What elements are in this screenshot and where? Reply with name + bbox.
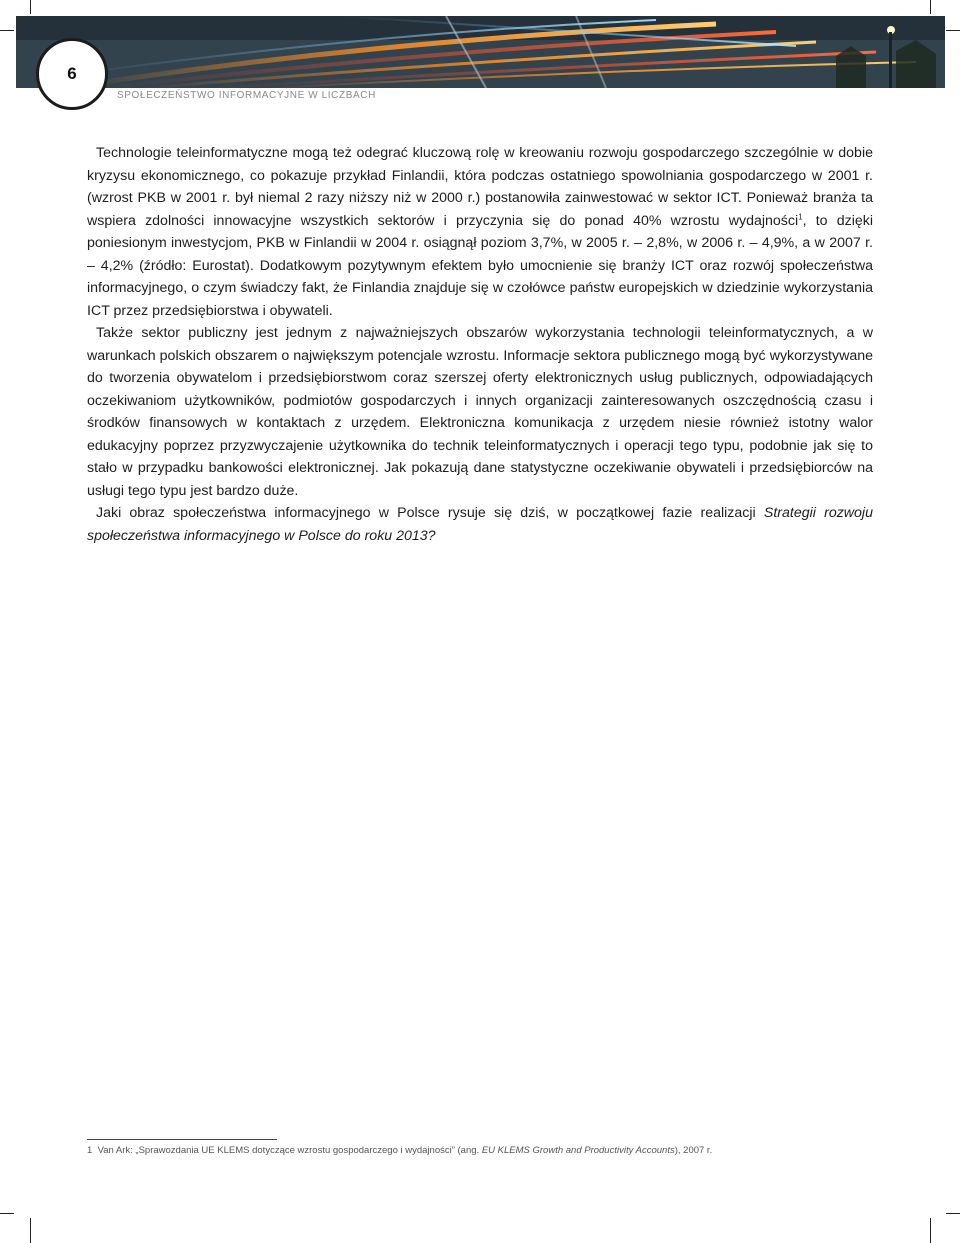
footnote: 1 Van Ark: „Sprawozdania UE KLEMS dotyczące wzrostu gospodarczego i wydajności” (ang. EU KLEMS Growth and Productivity Accounts), 2007 r. [87,1145,713,1156]
crop-mark [0,1213,14,1214]
crop-mark [930,0,931,14]
footnote-reference[interactable]: 1 [798,211,803,221]
crop-mark [946,30,960,31]
page-number: 6 [36,38,108,110]
paragraph: Jaki obraz społeczeństwa informacyjnego w Polsce rysuje się dziś, w początkowej fazie realizacji Strategii rozwoju społeczeństwa informacyjnego w Polsce do roku 2013? [87,505,873,544]
crop-mark [30,1218,31,1243]
paragraph: Technologie teleinformatyczne mogą też odegrać kluczową rolę w kreowaniu rozwoju gospodarczego szczególnie w dobie kryzysu ekonomicznego, co pokazuje przykład Finlandii, która podczas ostatniego spowolniania gospodarczego w 2001 r. (wzrost PKB w 2001 r. był niemal 2 razy niższy niż w 2000 r.) postanowiła zainwestować w sektor ICT. Ponieważ branża ta wspiera zdolności innowacyjne wszystkich sektorów i przyczynia się do ponad 40% wzrostu wydajności$^1$, to dzięki poniesionym inwestycjom, PKB w Finlandii w 2004 r. osiągnął poziom 3,7%, w 2005 r. – 2,8%, w 2006 r. – 4,9%, a w 2007 r. – 4,2% (źródło: Eurostat). Dodatkowym pozytywnym efektem było umocnienie się branży ICT oraz rozwój społeczeństwa informacyjnego, o czym świadczy fakt, że Finlandia znajduje się w czołówce państw europejskich w dziedzinie wykorzystania ICT przez przedsiębiorstwa i obywateli. [87,145,873,319]
body-text [87,142,873,547]
crop-mark [930,1218,931,1243]
crop-mark [0,30,14,31]
footnote-divider [87,1139,277,1140]
crop-mark [946,1213,960,1214]
footnote-number: 1 [87,1145,93,1156]
running-header: SPOŁECZEŃSTWO INFORMACYJNE W LICZBACH [117,90,376,101]
strategy-title: Strategii rozwoju społeczeństwa informacyjnego w Polsce do roku 2013? [87,505,873,544]
crop-mark [30,0,31,14]
paragraph: Także sektor publiczny jest jednym z najważniejszych obszarów wykorzystania technologii teleinformatycznych, a w warunkach polskich obszarem o największym potencjale wzrostu. Informacje sektora publicznego mogą być wykorzystywane do tworzenia obywatelom i przedsiębiorstwom coraz szerszej oferty elektronicznych usług publicznych, odpowiadających oczekiwaniom użytkowników, podmiotów gospodarczych i innych organizacji zainteresowanych oszczędnością czasu i środków finansowych w kontaktach z urzędem. Elektroniczna komunikacja z urzędem niesie również istotny walor edukacyjny poprzez przyzwyczajenie użytkownika do technik teleinformatycznych i operacji tego typu, podobnie jak się to stało w przypadku bankowości elektronicznej. Jak pokazują dane statystyczne oczekiwanie obywateli i przedsiębiorców na usługi tego typu jest bardzo duże. [87,325,873,499]
header-banner-image [16,16,945,88]
